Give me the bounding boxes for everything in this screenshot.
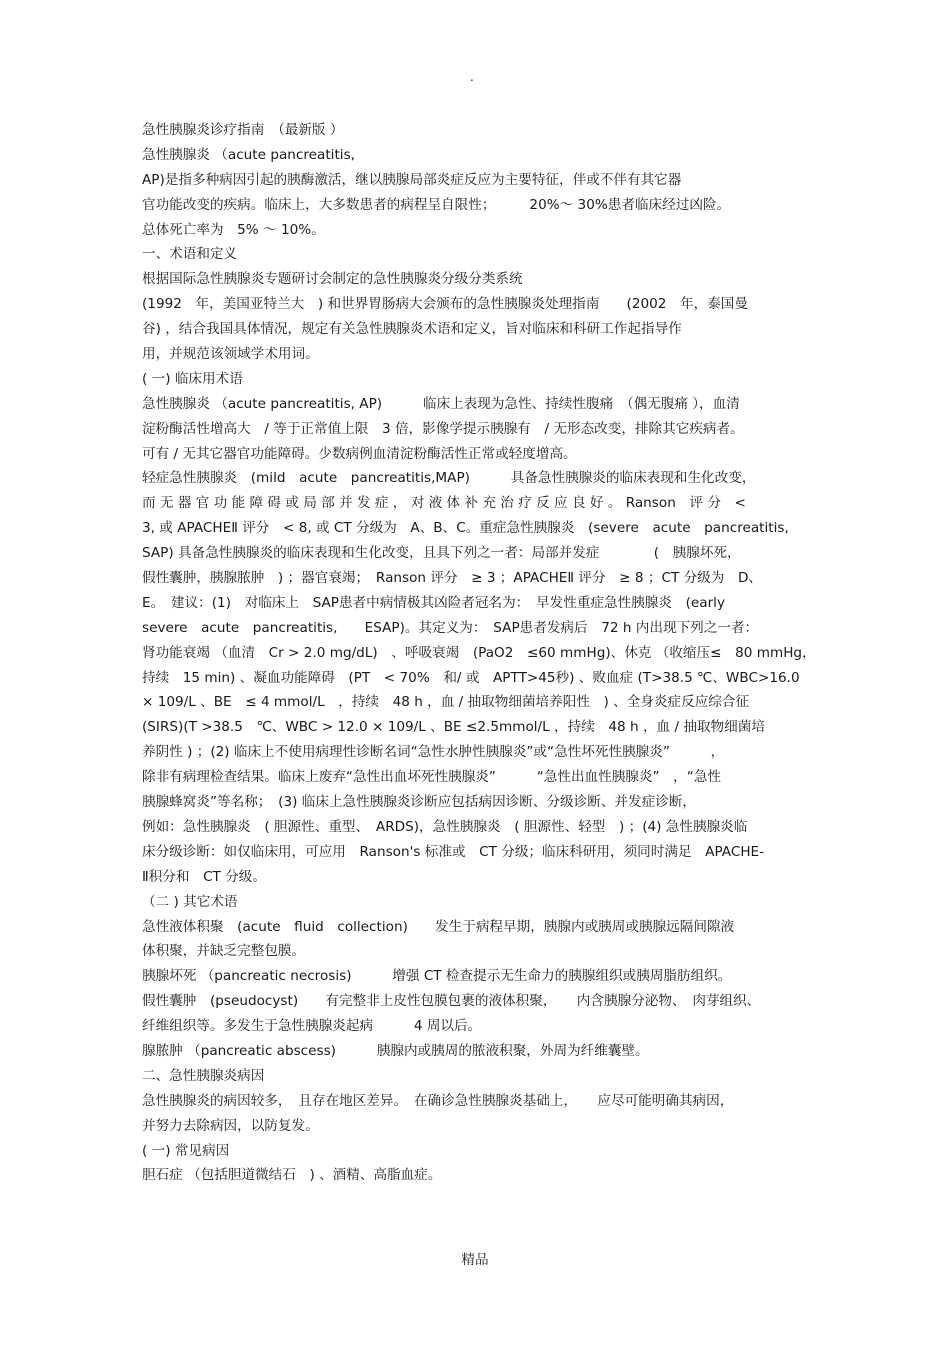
- text-line: 肾功能衰竭 （血清 Cr > 2.0 mg/dL) 、呼吸衰竭 (PaO2 ≤60 mmHg)、休克 （收缩压≤ 80 mmHg，: [142, 644, 816, 661]
- text-line: 急性胰腺炎 （acute pancreatitis,: [142, 146, 355, 163]
- text-line: 3, 或 APACHEⅡ 评分 < 8, 或 CT 分级为 A、B、C。重症急性胰腺炎 (severe acute pancreatitis,: [142, 520, 789, 537]
- text-line: Ⅱ积分和 CT 分级。: [142, 868, 266, 885]
- text-line: 急性胰腺炎诊疗指南 （最新版 ）: [142, 122, 344, 138]
- text-line: 腺脓肿 （pancreatic abscess) 胰腺内或胰周的脓液积聚，外周为纤维囊壁。: [142, 1042, 649, 1059]
- text-line: ( 一) 临床用术语: [142, 370, 243, 387]
- text-line: 例如：急性胰腺炎 ( 胆源性、重型、 ARDS)，急性胰腺炎 ( 胆源性、轻型 ) ；(4) 急性胰腺炎临: [142, 818, 748, 835]
- text-line: SAP) 具备急性胰腺炎的临床表现和生化改变，且具下列之一者：局部并发症 ( 胰腺坏死，: [142, 545, 741, 562]
- text-line: 一、术语和定义: [142, 246, 238, 263]
- text-line: 假性囊肿，胰腺脓肿 ) ；器官衰竭； Ranson 评分 ≥ 3 ；APACHEⅡ 评分 ≥ 8 ；CT 分级为 D、: [142, 570, 763, 587]
- text-line: 轻症急性胰腺炎 (mild acute pancreatitis,MAP) 具备急性胰腺炎的临床表现和生化改变，: [142, 470, 756, 487]
- text-line: 二、急性胰腺炎病因: [142, 1067, 265, 1084]
- text-line: 急性液体积聚 (acute fluid collection) 发生于病程早期，胰腺内或胰周或胰腺远隔间隙液: [142, 918, 735, 935]
- text-line: 而 无 器 官 功 能 障 碍 或 局 部 并 发 症 ， 对 液 体 补 充 治 疗 反 应 良 好 。 Ranson 评 分 <: [142, 495, 746, 512]
- text-line: × 109/L 、BE ≤ 4 mmol/L ，持续 48 h ，血 / 抽取物细菌培养阳性 ) 、全身炎症反应综合征: [142, 694, 750, 711]
- text-line: 急性胰腺炎 （acute pancreatitis, AP) 临床上表现为急性、持续性腹痛 （偶无腹痛 ），血清: [142, 395, 740, 412]
- text-line: AP)是指多种病因引起的胰酶激活，继以胰腺局部炎症反应为主要特征，伴或不伴有其它器: [142, 171, 682, 188]
- text-line: (1992 年，美国亚特兰大 ) 和世界胃肠病大会颁布的急性胰腺炎处理指南 (2002 年，泰国曼: [142, 296, 748, 313]
- text-line: 用，并规范该领域学术用词。: [142, 346, 319, 363]
- text-line: 除非有病理检查结果。临床上废弃“急性出血坏死性胰腺炎” “急性出血性胰腺炎” ，“急性: [142, 769, 721, 786]
- text-line: severe acute pancreatitis, ESAP)。其定义为： SAP患者发病后 72 h 内出现下列之一者：: [142, 619, 759, 636]
- page-footer: 精品: [461, 1252, 489, 1268]
- text-line: 根据国际急性胰腺炎专题研讨会制定的急性胰腺炎分级分类系统: [142, 271, 523, 288]
- text-line: 胆石症 （包括胆道微结石 ) 、酒精、高脂血症。: [142, 1167, 442, 1184]
- text-line: 纤维组织等。多发生于急性胰腺炎起病 4 周以后。: [142, 1018, 482, 1035]
- text-line: 假性囊肿 (pseudocyst) 有完整非上皮性包膜包裹的液体积聚， 内含胰腺分泌物、 肉芽组织、: [142, 993, 761, 1010]
- text-line: 淀粉酶活性增高大 / 等于正常值上限 3 倍，影像学提示胰腺有 / 无形态改变，排除其它疾病者。: [142, 420, 744, 437]
- text-line: 养阴性 ) ；(2) 临床上不使用病理性诊断名词“急性水肿性胰腺炎”或“急性坏死性胰腺炎” ，: [142, 744, 725, 761]
- text-line: 谷) ，结合我国具体情况，规定有关急性胰腺炎术语和定义，旨对临床和科研工作起指导作: [142, 321, 682, 338]
- text-line: E。 建议：(1) 对临床上 SAP患者中病情极其凶险者冠名为： 早发性重症急性胰腺炎 (early: [142, 594, 725, 611]
- text-line: 急性胰腺炎的病因较多， 且存在地区差异。 在确诊急性胰腺炎基础上， 应尽可能明确其病因，: [142, 1092, 734, 1109]
- text-line: 并努力去除病因，以防复发。: [142, 1117, 319, 1134]
- text-line: 持续 15 min) 、凝血功能障碍 (PT < 70% 和/ 或 APTT>45秒) 、败血症 (T>38.5 ℃、WBC>16.0: [142, 669, 800, 686]
- text-line: 胰腺蜂窝炎”等名称； (3) 临床上急性胰腺炎诊断应包括病因诊断、分级诊断、并发症诊断，: [142, 794, 696, 811]
- text-line: 床分级诊断：如仅临床用，可应用 Ranson's 标准或 CT 分级；临床科研用，须同时满足 APACHE-: [142, 843, 765, 860]
- text-line: 可有 / 无其它器官功能障碍。少数病例血清淀粉酶活性正常或轻度增高。: [142, 445, 577, 462]
- text-line: (SIRS)(T >38.5 ℃、WBC > 12.0 × 109/L 、BE ≤2.5mmol/L ，持续 48 h ，血 / 抽取物细菌培: [142, 719, 765, 736]
- text-line: 胰腺坏死 （pancreatic necrosis) 增强 CT 检查提示无生命力的胰腺组织或胰周脂肪组织。: [142, 968, 732, 985]
- text-line: 体积聚，并缺乏完整包膜。: [142, 943, 306, 960]
- document-body: [142, 118, 818, 1188]
- text-line: 官功能改变的疾病。临床上，大多数患者的病程呈自限性； 20%～ 30%患者临床经过凶险。: [142, 196, 731, 213]
- header-mark: .: [470, 70, 474, 84]
- text-line: （二 ) 其它术语: [142, 893, 238, 910]
- text-line: 总体死亡率为 5% ～ 10%。: [142, 221, 325, 238]
- text-line: ( 一) 常见病因: [142, 1142, 230, 1159]
